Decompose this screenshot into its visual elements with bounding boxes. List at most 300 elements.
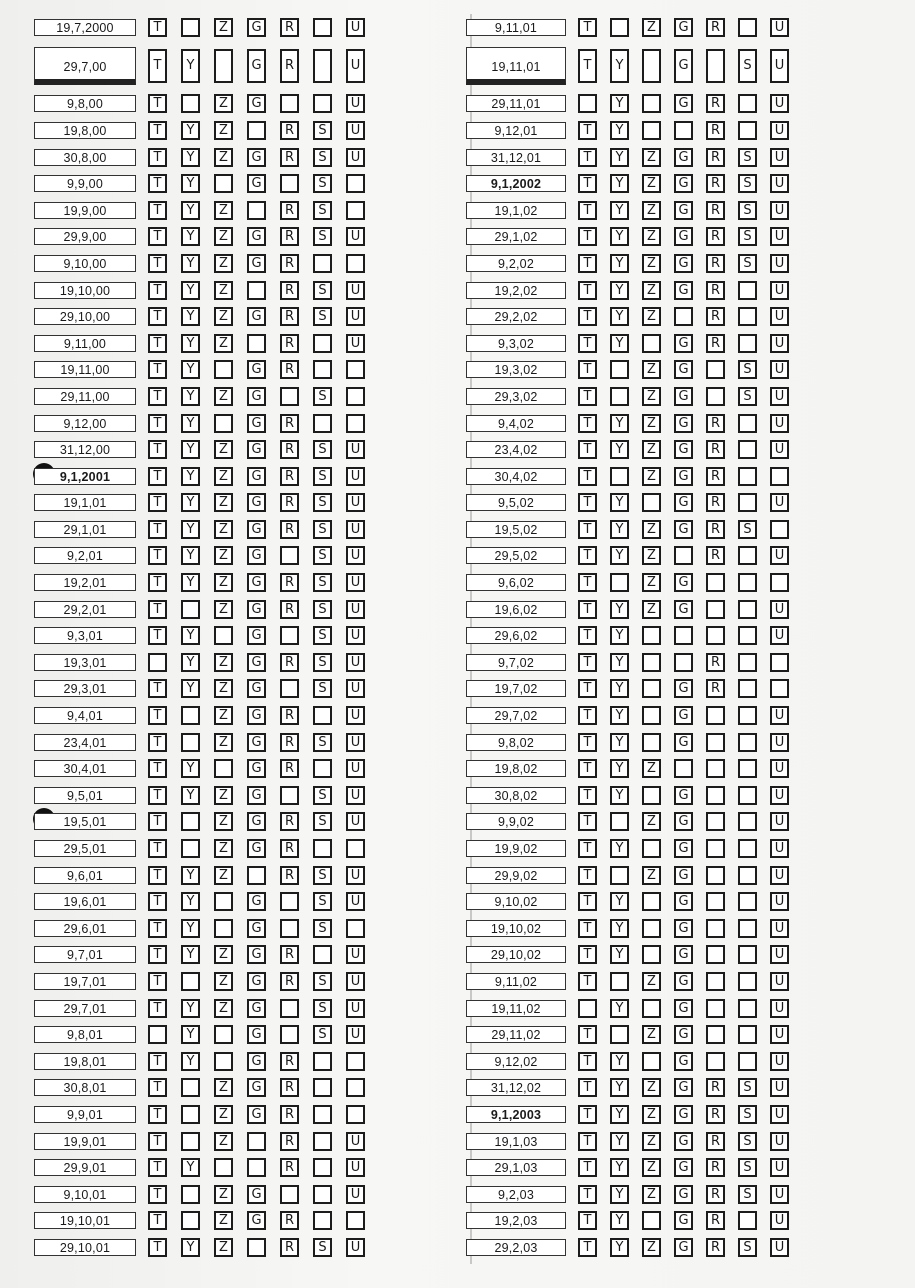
- checkbox-g: G: [247, 174, 266, 193]
- checkbox-u: U: [346, 1158, 365, 1177]
- date-cell: 30,8,02: [466, 787, 566, 804]
- log-row: [466, 410, 826, 437]
- checkbox-t: T: [148, 18, 167, 37]
- checkbox-u: U: [346, 1185, 365, 1204]
- mark-boxes: [578, 1052, 802, 1071]
- checkbox-t: T: [578, 600, 597, 619]
- checkbox-s: S: [313, 174, 332, 193]
- checkbox-s: S: [313, 653, 332, 672]
- date-cell: 19,11,01: [466, 47, 566, 85]
- checkbox-u: U: [770, 387, 789, 406]
- checkbox-g: G: [247, 360, 266, 379]
- mark-boxes: [148, 1105, 379, 1124]
- checkbox-r: R: [280, 360, 299, 379]
- checkbox-r: R: [280, 201, 299, 220]
- log-row: [466, 224, 826, 251]
- log-row: [466, 490, 826, 517]
- mark-boxes: [148, 467, 379, 486]
- checkbox-t: T: [148, 759, 167, 778]
- checkbox-z: Z: [214, 866, 233, 885]
- checkbox-y: Y: [181, 945, 200, 964]
- mark-boxes: [578, 786, 802, 805]
- checkbox-u: U: [346, 18, 365, 37]
- log-row: [34, 144, 384, 171]
- checkbox-z: Z: [642, 174, 661, 193]
- checkbox-z: Z: [214, 600, 233, 619]
- log-row: [466, 1181, 826, 1208]
- log-row: [466, 250, 826, 277]
- mark-boxes: [148, 334, 379, 353]
- checkbox-t: T: [578, 945, 597, 964]
- checkbox-u: U: [346, 493, 365, 512]
- checkbox-g: G: [247, 414, 266, 433]
- date-cell: 29,3,01: [34, 680, 136, 697]
- checkbox-s: S: [738, 174, 757, 193]
- checkbox-u: U: [346, 94, 365, 113]
- checkbox-u: U: [770, 1078, 789, 1097]
- date-cell: 29,10,00: [34, 308, 136, 325]
- checkbox-z: Z: [642, 866, 661, 885]
- checkbox-z: [214, 174, 233, 193]
- checkbox-y: Y: [181, 1025, 200, 1044]
- log-row: [34, 676, 384, 703]
- checkbox-z: Z: [642, 281, 661, 300]
- checkbox-r: [706, 919, 725, 938]
- checkbox-z: [642, 94, 661, 113]
- log-row: [34, 1048, 384, 1075]
- checkbox-t: T: [578, 786, 597, 805]
- checkbox-s: [738, 493, 757, 512]
- date-cell: 29,2,03: [466, 1239, 566, 1256]
- mark-boxes: [148, 387, 379, 406]
- checkbox-g: [247, 1238, 266, 1257]
- checkbox-r: R: [280, 1105, 299, 1124]
- mark-boxes: [578, 467, 802, 486]
- checkbox-y: [181, 1078, 200, 1097]
- log-row: [34, 1234, 384, 1261]
- checkbox-g: G: [247, 1185, 266, 1204]
- checkbox-s: [313, 1052, 332, 1071]
- checkbox-y: Y: [610, 600, 629, 619]
- checkbox-t: T: [148, 493, 167, 512]
- log-row: [34, 888, 384, 915]
- mark-boxes: [148, 94, 379, 113]
- checkbox-g: G: [247, 546, 266, 565]
- checkbox-g: G: [247, 387, 266, 406]
- checkbox-t: T: [578, 1211, 597, 1230]
- checkbox-z: Z: [214, 281, 233, 300]
- checkbox-t: T: [578, 281, 597, 300]
- checkbox-z: Z: [214, 679, 233, 698]
- checkbox-u: [770, 467, 789, 486]
- mark-boxes: [148, 201, 379, 220]
- mark-boxes: [578, 812, 802, 831]
- checkbox-r: [706, 759, 725, 778]
- mark-boxes: [578, 1132, 802, 1151]
- log-row: [34, 170, 384, 197]
- checkbox-s: [738, 679, 757, 698]
- left-log-column: [34, 14, 384, 1261]
- checkbox-z: Z: [214, 227, 233, 246]
- checkbox-g: G: [247, 919, 266, 938]
- date-cell: 19,8,00: [34, 122, 136, 139]
- checkbox-r: R: [706, 679, 725, 698]
- checkbox-s: S: [738, 227, 757, 246]
- checkbox-r: [280, 174, 299, 193]
- checkbox-r: [706, 1052, 725, 1071]
- checkbox-r: R: [280, 1211, 299, 1230]
- mark-boxes: [578, 1238, 802, 1257]
- checkbox-z: [642, 706, 661, 725]
- checkbox-u: U: [346, 945, 365, 964]
- checkbox-g: G: [247, 1052, 266, 1071]
- checkbox-t: [148, 1025, 167, 1044]
- mark-boxes: [578, 493, 802, 512]
- checkbox-s: S: [738, 1078, 757, 1097]
- log-row: [466, 676, 826, 703]
- mark-boxes: [578, 49, 802, 83]
- checkbox-u: U: [346, 706, 365, 725]
- checkbox-r: [706, 786, 725, 805]
- checkbox-y: [181, 839, 200, 858]
- mark-boxes: [578, 1185, 802, 1204]
- date-cell: 29,6,02: [466, 627, 566, 644]
- checkbox-u: U: [346, 121, 365, 140]
- checkbox-z: Z: [642, 759, 661, 778]
- checkbox-z: [214, 49, 233, 83]
- checkbox-z: Z: [642, 254, 661, 273]
- log-row: [466, 91, 826, 118]
- checkbox-t: T: [578, 866, 597, 885]
- checkbox-g: G: [674, 334, 693, 353]
- checkbox-r: R: [706, 1132, 725, 1151]
- date-cell: 9,10,00: [34, 255, 136, 272]
- checkbox-t: T: [148, 148, 167, 167]
- checkbox-r: R: [280, 121, 299, 140]
- mark-boxes: [148, 227, 379, 246]
- date-cell: 31,12,02: [466, 1079, 566, 1096]
- mark-boxes: [148, 254, 379, 273]
- checkbox-t: T: [148, 812, 167, 831]
- checkbox-y: [610, 18, 629, 37]
- checkbox-r: R: [280, 49, 299, 83]
- checkbox-y: Y: [610, 121, 629, 140]
- checkbox-g: [674, 626, 693, 645]
- checkbox-r: R: [280, 1238, 299, 1257]
- checkbox-g: G: [674, 945, 693, 964]
- checkbox-y: Y: [610, 1158, 629, 1177]
- checkbox-y: [181, 1211, 200, 1230]
- checkbox-s: S: [313, 733, 332, 752]
- checkbox-t: T: [578, 18, 597, 37]
- date-cell: 9,11,01: [466, 19, 566, 36]
- mark-boxes: [578, 892, 802, 911]
- checkbox-r: R: [280, 759, 299, 778]
- checkbox-r: R: [706, 121, 725, 140]
- checkbox-y: Y: [610, 94, 629, 113]
- checkbox-g: G: [247, 626, 266, 645]
- log-row: [466, 1154, 826, 1181]
- log-row: [34, 463, 384, 490]
- checkbox-t: T: [148, 227, 167, 246]
- checkbox-y: Y: [610, 706, 629, 725]
- checkbox-z: Z: [642, 201, 661, 220]
- checkbox-g: G: [674, 520, 693, 539]
- checkbox-t: T: [578, 919, 597, 938]
- checkbox-r: [706, 387, 725, 406]
- checkbox-u: U: [346, 600, 365, 619]
- checkbox-s: [313, 706, 332, 725]
- checkbox-z: Z: [642, 1025, 661, 1044]
- log-row: [466, 942, 826, 969]
- checkbox-r: R: [706, 18, 725, 37]
- date-cell: 30,8,00: [34, 149, 136, 166]
- checkbox-t: T: [148, 1132, 167, 1151]
- checkbox-s: S: [313, 121, 332, 140]
- log-row: [466, 702, 826, 729]
- checkbox-z: Z: [214, 546, 233, 565]
- mark-boxes: [578, 759, 802, 778]
- log-row: [466, 755, 826, 782]
- checkbox-t: T: [578, 49, 597, 83]
- date-cell: 9,9,01: [34, 1106, 136, 1123]
- log-row: [34, 303, 384, 330]
- checkbox-s: S: [313, 467, 332, 486]
- checkbox-z: Z: [214, 1132, 233, 1151]
- checkbox-g: G: [674, 733, 693, 752]
- checkbox-t: T: [148, 679, 167, 698]
- checkbox-r: [280, 786, 299, 805]
- mark-boxes: [148, 706, 379, 725]
- checkbox-z: [214, 1025, 233, 1044]
- checkbox-g: G: [247, 520, 266, 539]
- checkbox-z: Z: [214, 999, 233, 1018]
- checkbox-y: Y: [610, 919, 629, 938]
- checkbox-t: T: [148, 546, 167, 565]
- checkbox-t: T: [578, 307, 597, 326]
- checkbox-u: U: [770, 999, 789, 1018]
- checkbox-u: U: [770, 1211, 789, 1230]
- mark-boxes: [148, 546, 379, 565]
- checkbox-g: [247, 866, 266, 885]
- checkbox-y: [181, 733, 200, 752]
- mark-boxes: [578, 387, 802, 406]
- log-row: [34, 569, 384, 596]
- log-row: [34, 1208, 384, 1235]
- checkbox-t: T: [148, 600, 167, 619]
- checkbox-s: S: [738, 201, 757, 220]
- checkbox-r: R: [706, 148, 725, 167]
- checkbox-s: S: [738, 387, 757, 406]
- date-cell: 23,4,01: [34, 734, 136, 751]
- checkbox-y: [610, 812, 629, 831]
- date-cell: 30,8,01: [34, 1079, 136, 1096]
- mark-boxes: [578, 1105, 802, 1124]
- mark-boxes: [148, 148, 379, 167]
- checkbox-s: [313, 360, 332, 379]
- checkbox-t: T: [148, 733, 167, 752]
- checkbox-u: U: [346, 733, 365, 752]
- checkbox-s: S: [313, 679, 332, 698]
- checkbox-u: U: [346, 440, 365, 459]
- checkbox-u: U: [346, 1238, 365, 1257]
- checkbox-y: Y: [181, 1158, 200, 1177]
- checkbox-g: G: [247, 999, 266, 1018]
- mark-boxes: [148, 919, 379, 938]
- checkbox-g: G: [247, 148, 266, 167]
- log-row: [466, 995, 826, 1022]
- checkbox-s: S: [313, 520, 332, 539]
- log-row: [466, 1101, 826, 1128]
- checkbox-y: Y: [610, 201, 629, 220]
- checkbox-r: R: [706, 1105, 725, 1124]
- mark-boxes: [578, 121, 802, 140]
- date-cell: 19,6,02: [466, 601, 566, 618]
- date-cell: 19,1,02: [466, 202, 566, 219]
- checkbox-y: Y: [181, 49, 200, 83]
- checkbox-r: R: [280, 414, 299, 433]
- checkbox-t: T: [148, 626, 167, 645]
- checkbox-u: U: [770, 254, 789, 273]
- checkbox-y: Y: [181, 892, 200, 911]
- log-row: [466, 968, 826, 995]
- checkbox-r: R: [706, 1211, 725, 1230]
- checkbox-t: T: [148, 254, 167, 273]
- checkbox-g: G: [674, 1105, 693, 1124]
- checkbox-g: [247, 334, 266, 353]
- checkbox-s: S: [313, 387, 332, 406]
- date-cell: 9,2,02: [466, 255, 566, 272]
- checkbox-t: T: [148, 1158, 167, 1177]
- checkbox-r: [706, 49, 725, 83]
- checkbox-t: T: [148, 121, 167, 140]
- checkbox-r: R: [280, 467, 299, 486]
- checkbox-z: [642, 121, 661, 140]
- checkbox-u: U: [770, 546, 789, 565]
- checkbox-g: G: [247, 812, 266, 831]
- checkbox-g: [674, 759, 693, 778]
- checkbox-s: [313, 18, 332, 37]
- checkbox-u: U: [346, 653, 365, 672]
- log-row: [466, 622, 826, 649]
- date-cell: 19,1,01: [34, 494, 136, 511]
- checkbox-s: [313, 1158, 332, 1177]
- checkbox-r: [706, 866, 725, 885]
- checkbox-s: [738, 414, 757, 433]
- mark-boxes: [148, 49, 379, 83]
- log-row: [34, 41, 384, 91]
- checkbox-t: T: [148, 49, 167, 83]
- checkbox-y: [610, 573, 629, 592]
- checkbox-s: [313, 334, 332, 353]
- checkbox-y: Y: [610, 1105, 629, 1124]
- mark-boxes: [578, 600, 802, 619]
- checkbox-y: [181, 1132, 200, 1151]
- checkbox-r: R: [280, 972, 299, 991]
- checkbox-g: G: [247, 706, 266, 725]
- checkbox-z: Z: [214, 467, 233, 486]
- checkbox-y: [181, 812, 200, 831]
- checkbox-y: Y: [610, 520, 629, 539]
- mark-boxes: [578, 972, 802, 991]
- date-cell: 9,10,02: [466, 893, 566, 910]
- mark-boxes: [578, 1158, 802, 1177]
- mark-boxes: [148, 1078, 379, 1097]
- date-cell: 9,1,2002: [466, 175, 566, 192]
- checkbox-s: [313, 1211, 332, 1230]
- checkbox-r: R: [280, 1132, 299, 1151]
- date-cell: 9,11,02: [466, 973, 566, 990]
- checkbox-r: R: [280, 573, 299, 592]
- checkbox-u: U: [770, 706, 789, 725]
- mark-boxes: [578, 148, 802, 167]
- checkbox-y: Y: [610, 679, 629, 698]
- checkbox-r: R: [706, 334, 725, 353]
- checkbox-y: Y: [610, 1132, 629, 1151]
- log-row: [34, 915, 384, 942]
- checkbox-z: Z: [214, 1185, 233, 1204]
- checkbox-s: [313, 414, 332, 433]
- mark-boxes: [578, 360, 802, 379]
- checkbox-t: T: [148, 520, 167, 539]
- checkbox-z: Z: [214, 573, 233, 592]
- log-row: [34, 1128, 384, 1155]
- checkbox-u: [346, 414, 365, 433]
- checkbox-z: Z: [214, 387, 233, 406]
- checkbox-z: Z: [642, 1158, 661, 1177]
- checkbox-g: G: [674, 1158, 693, 1177]
- checkbox-u: U: [346, 812, 365, 831]
- checkbox-y: Y: [181, 759, 200, 778]
- checkbox-y: Y: [610, 1238, 629, 1257]
- checkbox-s: [738, 1211, 757, 1230]
- checkbox-z: Z: [642, 307, 661, 326]
- checkbox-y: Y: [181, 679, 200, 698]
- date-cell: 19,2,03: [466, 1212, 566, 1229]
- checkbox-u: U: [770, 174, 789, 193]
- checkbox-t: T: [148, 1078, 167, 1097]
- checkbox-z: Z: [642, 414, 661, 433]
- checkbox-t: T: [148, 786, 167, 805]
- checkbox-y: Y: [181, 653, 200, 672]
- checkbox-g: G: [674, 227, 693, 246]
- date-cell: 9,11,00: [34, 335, 136, 352]
- checkbox-r: R: [280, 148, 299, 167]
- checkbox-z: [642, 49, 661, 83]
- mark-boxes: [578, 999, 802, 1018]
- checkbox-z: Z: [214, 148, 233, 167]
- date-cell: 19,9,02: [466, 840, 566, 857]
- date-cell: 29,11,00: [34, 388, 136, 405]
- checkbox-s: [738, 281, 757, 300]
- checkbox-y: Y: [610, 786, 629, 805]
- log-row: [466, 144, 826, 171]
- checkbox-r: [706, 839, 725, 858]
- checkbox-z: Z: [642, 1078, 661, 1097]
- checkbox-u: U: [346, 1025, 365, 1044]
- checkbox-g: G: [247, 94, 266, 113]
- checkbox-z: Z: [214, 812, 233, 831]
- checkbox-r: R: [280, 440, 299, 459]
- log-row: [466, 1075, 826, 1102]
- mark-boxes: [148, 626, 379, 645]
- checkbox-y: [610, 866, 629, 885]
- checkbox-g: G: [247, 892, 266, 911]
- checkbox-y: Y: [181, 1052, 200, 1071]
- checkbox-z: Z: [214, 839, 233, 858]
- checkbox-z: Z: [214, 945, 233, 964]
- date-cell: 29,9,01: [34, 1159, 136, 1176]
